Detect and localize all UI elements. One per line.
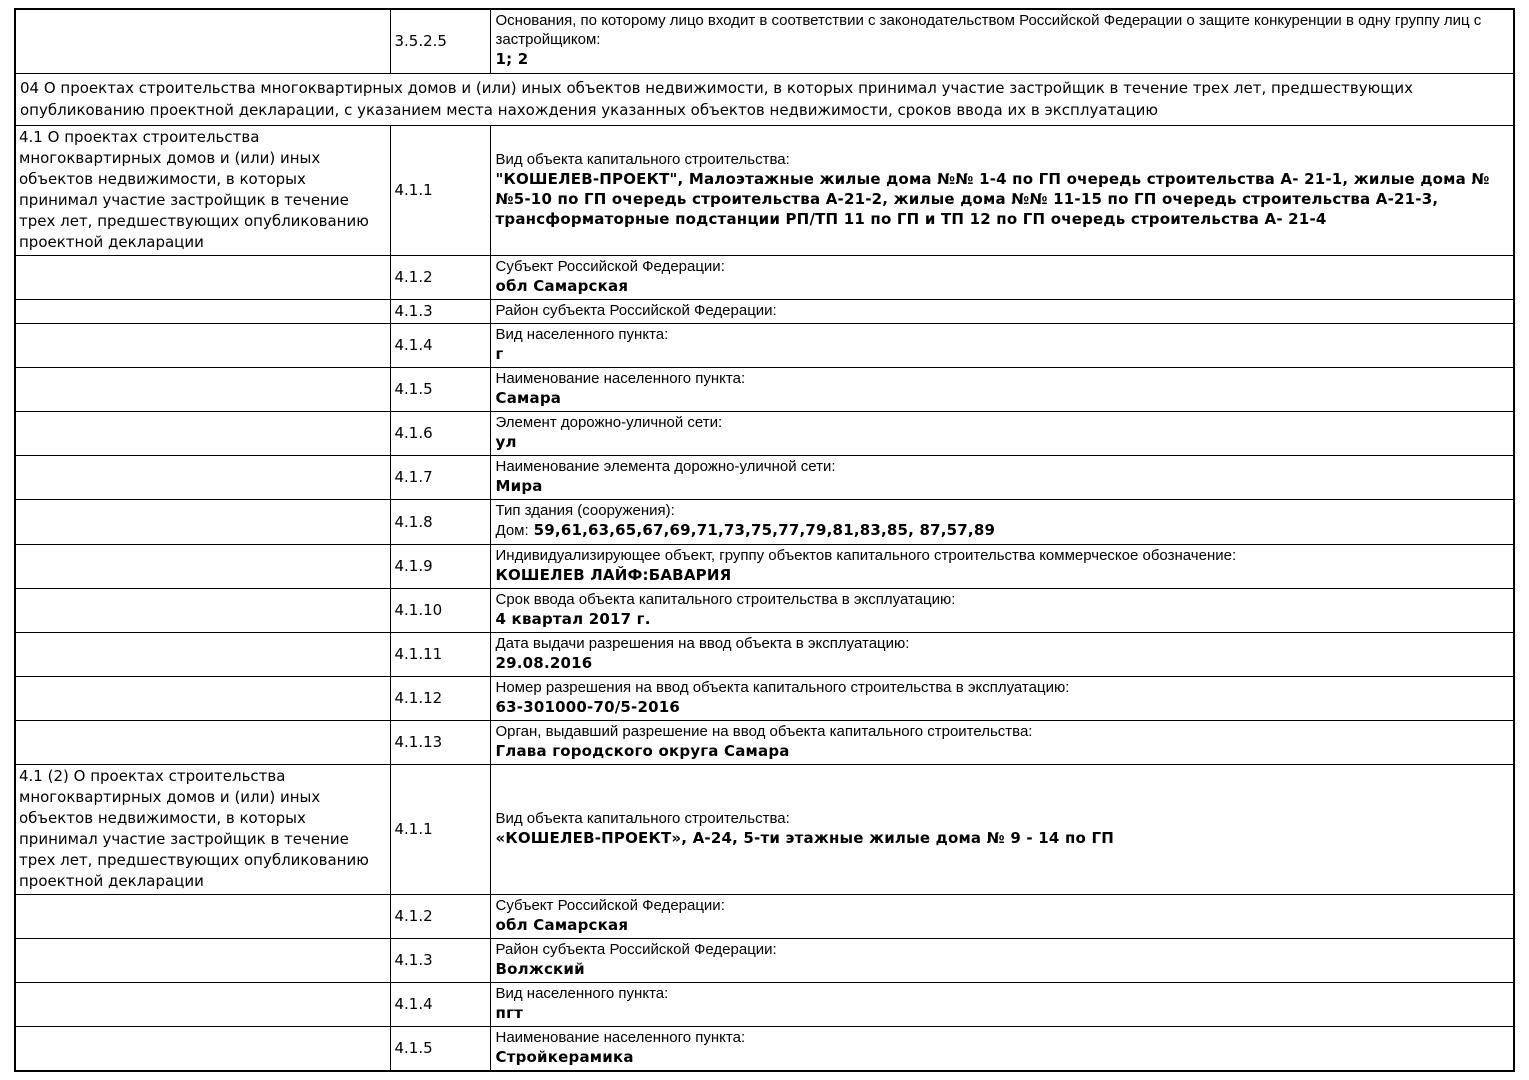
field-value: 1; 2 [495, 50, 529, 69]
section-label-cell-empty [15, 367, 390, 411]
table-row [15, 411, 1514, 455]
field-value-text: 59,61,63,65,67,69,71,73,75,77,79,81,83,85, 87,57,89 [533, 520, 996, 539]
section-label-cell-empty [15, 1026, 390, 1071]
field-value: обл Самарская [495, 276, 629, 295]
field-value: КОШЕЛЕВ ЛАЙФ:БАВАРИЯ [495, 565, 732, 584]
section-label-cell-empty [15, 982, 390, 1026]
field-value: 63-301000-70/5-2016 [495, 697, 681, 716]
field-label: Дата выдачи разрешения на ввод объекта в эксплуатацию: [495, 634, 910, 652]
section-label-cell-empty [15, 255, 390, 299]
item-number-cell: 4.1.5 [390, 367, 490, 411]
item-number-cell: 4.1.3 [390, 299, 490, 323]
item-number-cell: 4.1.6 [390, 411, 490, 455]
table-row [15, 367, 1514, 411]
field-value: обл Самарская [495, 915, 629, 934]
content-cell [490, 764, 1514, 894]
item-number-cell: 4.1.7 [390, 455, 490, 499]
field-label: Наименование элемента дорожно-уличной сети: [495, 457, 836, 475]
table-row [15, 125, 1514, 255]
field-label: Субъект Российской Федерации: [495, 257, 725, 275]
table-row [15, 455, 1514, 499]
field-value: ул [495, 432, 517, 451]
field-label: Район субъекта Российской Федерации: [495, 940, 777, 958]
content-cell [490, 632, 1514, 676]
content-cell [490, 367, 1514, 411]
item-number-cell: 4.1.2 [390, 894, 490, 938]
table-row [15, 764, 1514, 894]
section-side-label: 4.1 О проектах строительства многоквартирных домов и (или) иных объектов недвижимости, в которых принимал участие застройщик в течение трех лет, предшествующих опубликованию проектной декларации [15, 125, 390, 255]
field-label: Субъект Российской Федерации: [495, 896, 725, 914]
content-cell [490, 720, 1514, 764]
field-value: Глава городского округа Самара [495, 741, 790, 760]
section-side-label: 4.1 (2) О проектах строительства многоквартирных домов и (или) иных объектов недвижимости, в которых принимал участие застройщик в течение трех лет, предшествующих опубликованию проектной декларации [15, 764, 390, 894]
item-number-cell: 4.1.10 [390, 588, 490, 632]
section-label-cell-empty [15, 411, 390, 455]
content-cell [490, 676, 1514, 720]
table-row [15, 720, 1514, 764]
content-cell [490, 544, 1514, 588]
content-cell [490, 455, 1514, 499]
field-label: Вид объекта капитального строительства: [495, 150, 790, 168]
field-value: Волжский [495, 959, 585, 978]
content-cell [490, 938, 1514, 982]
item-number-cell: 4.1.1 [390, 125, 490, 255]
table-row [15, 9, 1514, 73]
item-number-cell: 4.1.2 [390, 255, 490, 299]
table-row [15, 894, 1514, 938]
field-label: Номер разрешения на ввод объекта капитального строительства в эксплуатацию: [495, 678, 1070, 696]
table-row [15, 499, 1514, 544]
table-row [15, 255, 1514, 299]
field-label: Вид населенного пункта: [495, 984, 669, 1002]
field-value: Мира [495, 476, 543, 495]
field-value-prefix: Дом: [495, 521, 529, 539]
content-cell [490, 588, 1514, 632]
field-value: «КОШЕЛЕВ-ПРОЕКТ», А-24, 5-ти этажные жилые дома № 9 - 14 по ГП [495, 828, 1114, 847]
section-label-cell-empty [15, 632, 390, 676]
table-row [15, 1026, 1514, 1071]
section-label-cell-empty [15, 894, 390, 938]
field-value [496, 520, 1508, 541]
section-label-cell-empty [15, 676, 390, 720]
item-number-cell: 4.1.4 [390, 982, 490, 1026]
field-label: Срок ввода объекта капитального строительства в эксплуатацию: [495, 590, 956, 608]
item-number-cell: 4.1.12 [390, 676, 490, 720]
field-label: Район субъекта Российской Федерации: [495, 301, 777, 319]
field-value: Самара [495, 388, 562, 407]
field-value: г [495, 344, 504, 363]
field-value: 29.08.2016 [495, 653, 593, 672]
item-number-cell: 3.5.2.5 [390, 9, 490, 73]
table-row [15, 632, 1514, 676]
field-label: Вид населенного пункта: [495, 325, 669, 343]
field-label: Вид объекта капитального строительства: [495, 809, 790, 827]
content-cell [490, 411, 1514, 455]
section-label-cell-empty [15, 938, 390, 982]
field-value: "КОШЕЛЕВ-ПРОЕКТ", Малоэтажные жилые дома №№ 1-4 по ГП очередь строительства А- 21-1, жилые дома №№5-10 по ГП очередь строительства А-21-2, жилые дома №№ 11-15 по ГП очередь строительства А-21-3, трансформаторные подстанции РП/ТП 11 по ГП и ТП 12 по ГП очередь строительства А- 21-4 [495, 169, 1490, 228]
section-label-cell-empty [15, 299, 390, 323]
field-label: Орган, выдавший разрешение на ввод объекта капитального строительства: [495, 722, 1033, 740]
content-cell [490, 125, 1514, 255]
field-label: Основания, по которому лицо входит в соответствии с законодательством Российской Федерации о защите конкуренции в одну группу лиц с застройщиком: [495, 12, 1482, 49]
table-row [15, 588, 1514, 632]
table-row [15, 323, 1514, 367]
table-row [15, 982, 1514, 1026]
item-number-cell: 4.1.5 [390, 1026, 490, 1071]
section-label-cell-empty [15, 9, 390, 73]
field-label: Наименование населенного пункта: [495, 1028, 746, 1046]
content-cell [490, 1026, 1514, 1071]
declaration-table-body [15, 9, 1514, 1071]
content-cell [490, 255, 1514, 299]
item-number-cell: 4.1.3 [390, 938, 490, 982]
content-cell [490, 9, 1514, 73]
project-declaration-table [14, 8, 1515, 1072]
section-label-cell-empty [15, 455, 390, 499]
table-row [15, 938, 1514, 982]
item-number-cell: 4.1.11 [390, 632, 490, 676]
table-row [15, 544, 1514, 588]
section-label-cell-empty [15, 588, 390, 632]
content-cell [490, 499, 1514, 544]
item-number-cell: 4.1.9 [390, 544, 490, 588]
field-label: Тип здания (сооружения): [495, 501, 675, 519]
item-number-cell: 4.1.8 [390, 499, 490, 544]
section-label-cell-empty [15, 323, 390, 367]
table-row [15, 676, 1514, 720]
item-number-cell: 4.1.13 [390, 720, 490, 764]
content-cell [490, 299, 1514, 323]
field-label: Элемент дорожно-уличной сети: [495, 413, 723, 431]
content-cell [490, 894, 1514, 938]
item-number-cell: 4.1.1 [390, 764, 490, 894]
content-cell [490, 323, 1514, 367]
field-value: пгт [495, 1003, 523, 1022]
field-value: 4 квартал 2017 г. [495, 609, 651, 628]
item-number-cell: 4.1.4 [390, 323, 490, 367]
content-cell [490, 982, 1514, 1026]
section-04-header-row [15, 73, 1514, 125]
table-row [15, 299, 1514, 323]
section-header: 04 О проектах строительства многоквартирных домов и (или) иных объектов недвижимости, в которых принимал участие застройщик в течение трех лет, предшествующих опубликованию проектной декларации, с указанием места нахождения указанных объектов недвижимости, сроков ввода их в эксплуатацию [15, 73, 1514, 125]
section-label-cell-empty [15, 544, 390, 588]
section-label-cell-empty [15, 720, 390, 764]
field-label: Индивидуализирующее объект, группу объектов капитального строительства коммерческое обозначение: [495, 546, 1237, 564]
field-label: Наименование населенного пункта: [495, 369, 746, 387]
section-label-cell-empty [15, 499, 390, 544]
field-value: Стройкерамика [495, 1047, 634, 1066]
